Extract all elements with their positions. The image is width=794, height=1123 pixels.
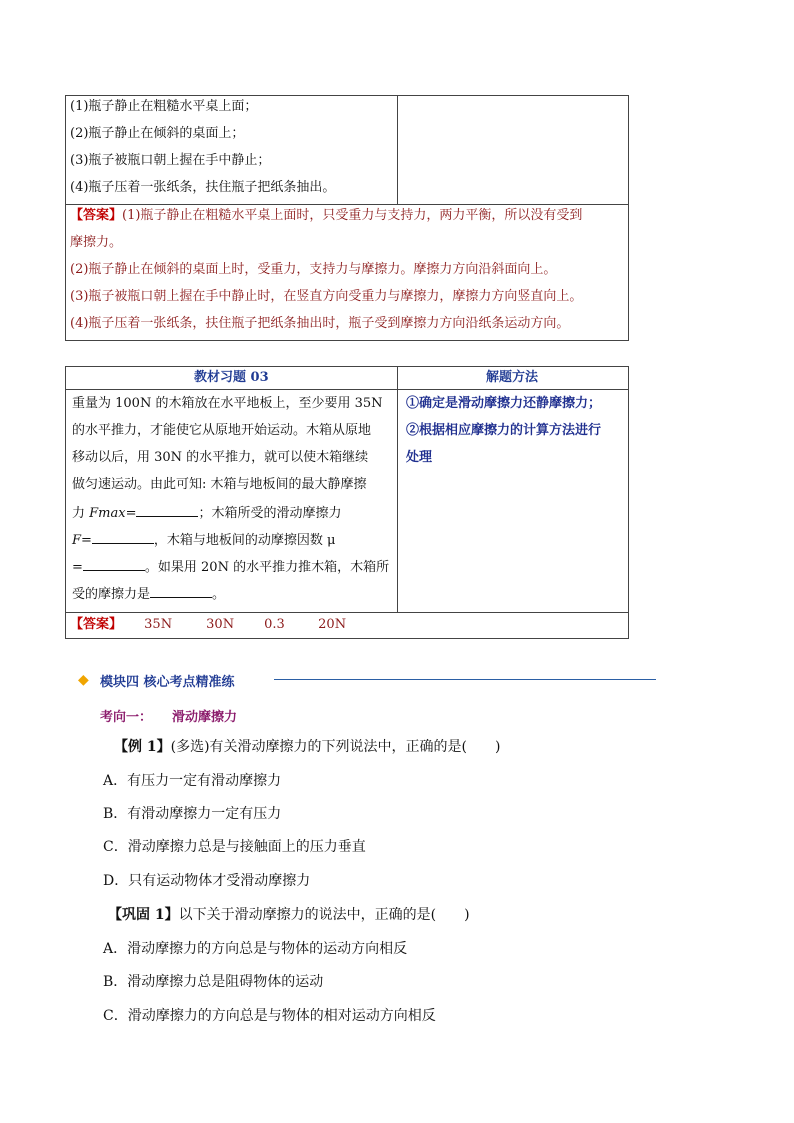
- consolidate-1-option-c: C．滑动摩擦力的方向总是与物体的相对运动方向相反: [103, 1008, 436, 1024]
- answer-mu: 0.3: [264, 617, 285, 632]
- answer-label: 【答案】: [70, 617, 123, 632]
- answer-line-2: 摩擦力。: [70, 235, 123, 250]
- problem-line-6: F= ，木箱与地板间的动摩擦因数 μ: [72, 533, 336, 548]
- friction-cases-table: [65, 95, 629, 341]
- answer-label: 【答案】: [70, 208, 123, 223]
- answer-fmax: 35N: [144, 617, 173, 632]
- textbook-exercise-table: [65, 366, 629, 639]
- case-line-1: (1)瓶子静止在粗糙水平桌上面；: [70, 99, 258, 114]
- consolidate-1-stem: 【巩固 1】以下关于滑动摩擦力的说法中，正确的是( ): [108, 907, 470, 923]
- example-1-option-d: D．只有运动物体才受滑动摩擦力: [103, 873, 311, 889]
- answer-line-5: (4)瓶子压着一张纸条，扶住瓶子把纸条抽出时，瓶子受到摩擦力方向沿纸条运动方向。: [70, 316, 570, 331]
- method-line-3: 处理: [406, 450, 433, 465]
- table-divider-vertical: [397, 367, 398, 612]
- kaoxiang-heading: 考向一： 滑动摩擦力: [100, 710, 238, 725]
- answer-divider: [66, 612, 628, 613]
- example-1-option-b: B．有滑动摩擦力一定有压力: [103, 806, 282, 822]
- module-rule: [274, 679, 656, 680]
- answer-line-4: (3)瓶子被瓶口朝上握在手中静止时，在竖直方向受重力与摩擦力，摩擦力方向竖直向上。: [70, 289, 583, 304]
- problem-line-3: 移动以后，用 30N 的水平推力，就可以使木箱继续: [72, 450, 369, 465]
- blank-f: [92, 531, 154, 544]
- problem-line-7: = 。如果用 20N 的水平推力推木箱，木箱所: [72, 560, 390, 575]
- answer-line-1: 【答案】(1)瓶子静止在粗糙水平桌上面时，只受重力与支持力，两力平衡，所以没有受到: [70, 208, 583, 223]
- example-1-tag: 【例 1】: [114, 739, 171, 755]
- exercise-answer: [70, 617, 346, 633]
- consolidate-1-option-a: A．滑动摩擦力的方向总是与物体的运动方向相反: [103, 941, 408, 957]
- method-header: 解题方法: [486, 370, 539, 385]
- kaoxiang-topic: 滑动摩擦力: [172, 710, 238, 725]
- problem-line-2: 的水平推力，才能使它从原地开始运动。木箱从原地: [72, 423, 372, 438]
- case-line-4: (4)瓶子压着一张纸条，扶住瓶子把纸条抽出。: [70, 180, 336, 195]
- case-line-3: (3)瓶子被瓶口朝上握在手中静止；: [70, 153, 271, 168]
- method-line-1: ①确定是滑动摩擦力还静摩擦力；: [406, 396, 602, 411]
- example-1-stem: 【例 1】(多选)有关滑动摩擦力的下列说法中，正确的是( ): [114, 739, 501, 755]
- diamond-icon: ◆: [78, 672, 89, 688]
- blank-20n: [150, 585, 212, 598]
- problem-line-5: 力 Fmax= ；木箱所受的滑动摩擦力: [72, 506, 342, 521]
- blank-fmax: [136, 504, 198, 517]
- consolidate-1-tag: 【巩固 1】: [108, 907, 179, 923]
- answer-line-3: (2)瓶子静止在倾斜的桌面上时，受重力，支持力与摩擦力。摩擦力方向沿斜面向上。: [70, 262, 557, 277]
- table-divider-horizontal: [66, 204, 628, 205]
- method-line-2: ②根据相应摩擦力的计算方法进行: [406, 423, 602, 438]
- example-1-option-a: A．有压力一定有滑动摩擦力: [103, 773, 282, 789]
- blank-mu: [83, 558, 145, 571]
- module-title: 模块四 核心考点精准练: [100, 675, 235, 690]
- answer-20n: 20N: [318, 617, 347, 632]
- table-divider-vertical: [397, 96, 398, 204]
- problem-line-8: 受的摩擦力是 。: [72, 587, 226, 602]
- case-line-2: (2)瓶子静止在倾斜的桌面上；: [70, 126, 245, 141]
- problem-line-1: 重量为 100N 的木箱放在水平地板上，至少要用 35N: [72, 396, 383, 411]
- example-1-option-c: C．滑动摩擦力总是与接触面上的压力垂直: [103, 839, 366, 855]
- header-divider: [66, 389, 628, 390]
- exercise-header: 教材习题 03: [194, 370, 269, 385]
- module-header: [78, 670, 598, 690]
- problem-line-4: 做匀速运动。由此可知: 木箱与地板间的最大静摩擦: [72, 477, 367, 492]
- answer-f: 30N: [206, 617, 235, 632]
- consolidate-1-option-b: B．滑动摩擦力总是阻碍物体的运动: [103, 974, 324, 990]
